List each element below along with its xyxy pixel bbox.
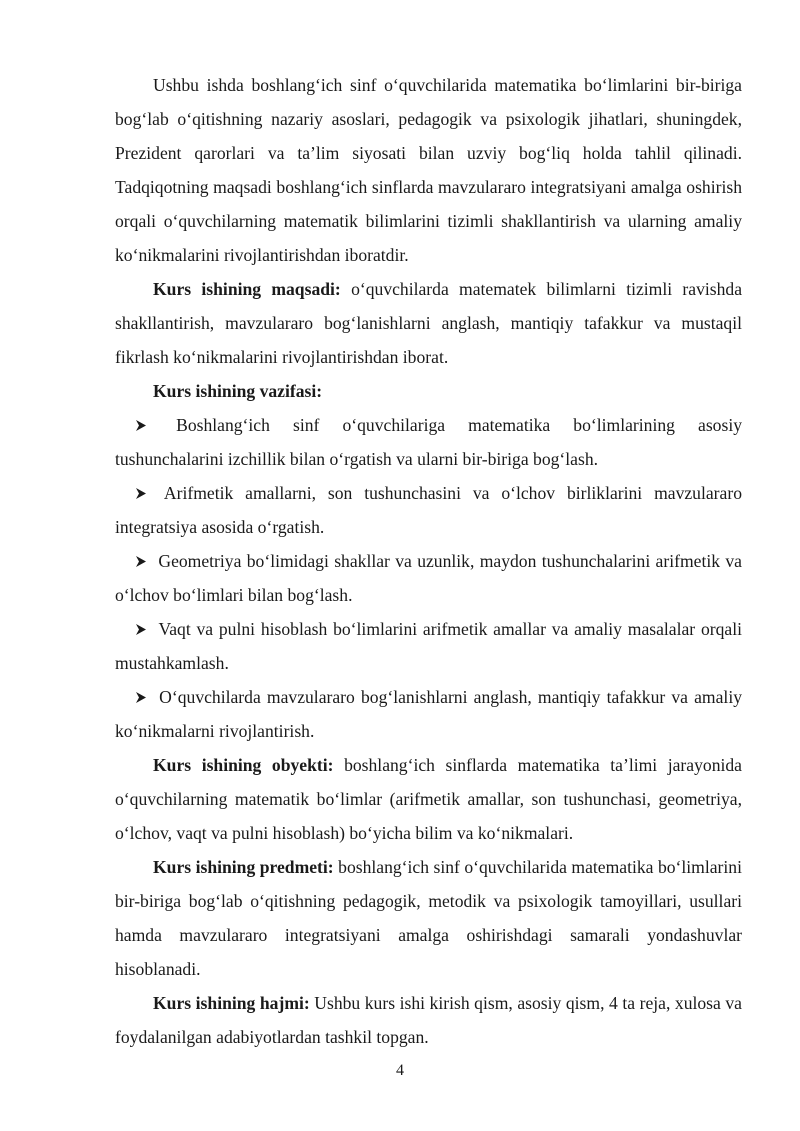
subject-label: Kurs ishining predmeti: (153, 857, 334, 877)
intro-paragraph: Ushbu ishda boshlang‘ich sinf o‘quvchilarida matematika bo‘limlarini bir-biriga bog‘lab o‘qitishning nazariy asoslari, pedagogik va psixologik jihatlari, shuningdek, Prezident qarorlari va ta’lim siyosati bilan uzviy bog‘liq holda tahlil qilinadi. Tadqiqotning maqsadi boshlang‘ich sinflarda mavzulararo integratsiyani amalga oshirish orqali o‘quvchilarning matematik bilimlarini tizimli shakllantirish va ularning amaliy ko‘nikmalarini rivojlantirishdan iboratdir. (115, 75, 742, 265)
object-text: boshlang‘ich sinflarda matematika ta’limi jarayonida o‘quvchilarning matematik bo‘limlar (arifmetik amallar, son tushunchasi, geometriya, o‘lchov, vaqt va pulni hisoblash) bo‘yicha bilim va ko‘nikmalari. (115, 755, 742, 843)
task-text: Boshlang‘ich sinf o‘quvchilariga matematika bo‘limlarining asosiy tushunchalarini izchillik bilan o‘rgatish va ularni bir-biriga bog‘lash. (115, 415, 742, 469)
volume-paragraph (115, 986, 742, 1054)
task-item-3 (115, 544, 742, 612)
task-item-2 (115, 476, 742, 544)
subject-paragraph (115, 850, 742, 986)
document-body (115, 68, 742, 1054)
purpose-paragraph (115, 272, 742, 374)
purpose-label: Kurs ishining maqsadi: (153, 279, 341, 299)
task-text: Geometriya bo‘limidagi shakllar va uzunlik, maydon tushunchalarini arifmetik va o‘lchov bo‘limlari bilan bog‘lash. (115, 551, 742, 605)
object-paragraph (115, 748, 742, 850)
arrow-bullet-icon (135, 544, 153, 578)
arrow-bullet-icon (135, 612, 153, 646)
task-item-4 (115, 612, 742, 680)
page-number: 4 (396, 1062, 404, 1079)
subject-text: boshlang‘ich sinf o‘quvchilarida matematika bo‘limlarini bir-biriga bog‘lab o‘qitishning pedagogik, metodik va psixologik tamoyillari, usullari hamda mavzulararo integratsiyani amalga oshirishdagi samarali yondashuvlar hisoblanadi. (115, 857, 742, 979)
task-item-1 (115, 408, 742, 476)
task-text: O‘quvchilarda mavzulararo bog‘lanishlarni anglash, mantiqiy tafakkur va amaliy ko‘nikmalarni rivojlantirish. (115, 687, 742, 741)
volume-text: Ushbu kurs ishi kirish qism, asosiy qism, 4 ta reja, xulosa va foydalanilgan adabiyotlardan tashkil topgan. (115, 993, 742, 1047)
arrow-bullet-icon (135, 408, 153, 442)
task-text: Vaqt va pulni hisoblash bo‘limlarini arifmetik amallar va amaliy masalalar orqali mustahkamlash. (115, 619, 742, 673)
task-text: Arifmetik amallarni, son tushunchasini va o‘lchov birliklarini mavzulararo integratsiya asosida o‘rgatish. (115, 483, 742, 537)
tasks-label: Kurs ishining vazifasi: (153, 381, 323, 401)
tasks-heading (115, 374, 742, 408)
arrow-bullet-icon (135, 680, 153, 714)
volume-label: Kurs ishining hajmi: (153, 993, 310, 1013)
task-item-5 (115, 680, 742, 748)
purpose-text: o‘quvchilarda matematek bilimlarni tizimli ravishda shakllantirish, mavzulararo bog‘lanishlarni anglash, mantiqiy tafakkur va mustaqil fikrlash ko‘nikmalarini rivojlantirishdan iborat. (115, 279, 743, 367)
arrow-bullet-icon (135, 476, 153, 510)
object-label: Kurs ishining obyekti: (153, 755, 334, 775)
